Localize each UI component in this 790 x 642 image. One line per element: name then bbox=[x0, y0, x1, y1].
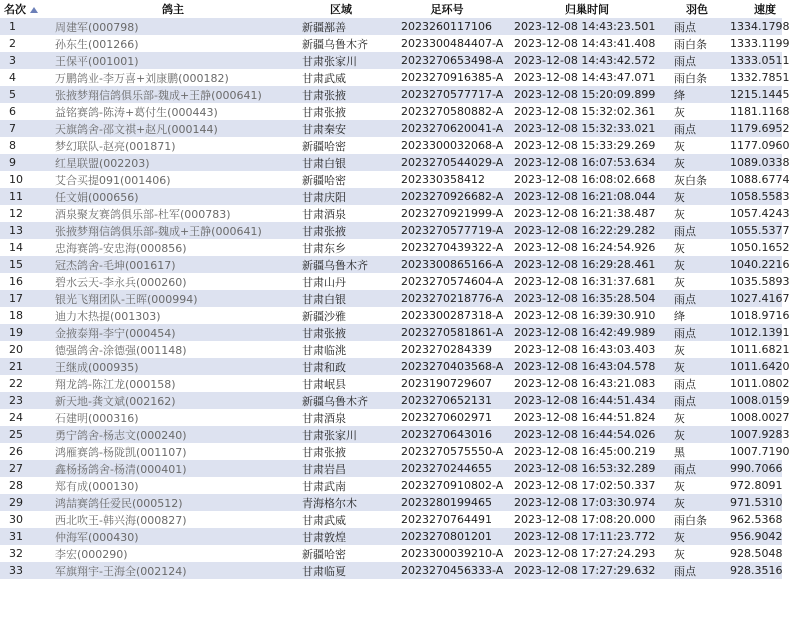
speed-cell: 1008.0027 bbox=[730, 411, 790, 424]
speed-cell: 1333.0511 bbox=[730, 54, 790, 67]
region-cell: 甘肃岩昌 bbox=[302, 462, 346, 476]
owner-cell: 银光飞翔团队-王晖(000994) bbox=[55, 292, 198, 306]
ring-number-cell: 2023270456333-A bbox=[401, 564, 504, 577]
rank-cell: 8 bbox=[9, 139, 16, 152]
table-row[interactable] bbox=[0, 528, 782, 545]
rank-cell: 17 bbox=[9, 292, 23, 305]
speed-cell: 1334.1798 bbox=[730, 20, 790, 33]
owner-cell: 新天地-龚文斌(002162) bbox=[55, 394, 176, 408]
table-row[interactable] bbox=[0, 375, 782, 392]
ring-number-cell: 2023270403568-A bbox=[401, 360, 504, 373]
region-cell: 甘肃张掖 bbox=[302, 445, 346, 459]
owner-cell: 艾合买提091(001406) bbox=[55, 173, 171, 187]
owner-cell: 酒泉聚友赛鸽俱乐部-杜军(000783) bbox=[55, 207, 231, 221]
feather-color-cell: 灰 bbox=[674, 207, 685, 221]
feather-color-cell: 灰 bbox=[674, 275, 685, 289]
table-row[interactable] bbox=[0, 324, 782, 341]
table-row[interactable] bbox=[0, 562, 782, 579]
table-row[interactable] bbox=[0, 103, 782, 120]
feather-color-cell: 雨白条 bbox=[674, 513, 707, 527]
return-time-cell: 2023-12-08 15:20:09.899 bbox=[514, 88, 656, 101]
region-cell: 甘肃武威 bbox=[302, 513, 346, 527]
ring-number-cell: 2023300039210-A bbox=[401, 547, 504, 560]
ring-number-cell: 2023270575550-A bbox=[401, 445, 504, 458]
table-row[interactable] bbox=[0, 426, 782, 443]
owner-cell: 忠海赛鸽-安忠海(000856) bbox=[55, 241, 187, 255]
rank-cell: 27 bbox=[9, 462, 23, 475]
region-cell: 甘肃武南 bbox=[302, 479, 346, 493]
region-cell: 甘肃和政 bbox=[302, 360, 346, 374]
return-time-cell: 2023-12-08 16:22:29.282 bbox=[514, 224, 656, 237]
owner-cell: 勇宁鸽舍-杨志文(000240) bbox=[55, 428, 187, 442]
table-row[interactable] bbox=[0, 290, 782, 307]
feather-color-cell: 灰 bbox=[674, 241, 685, 255]
table-row[interactable] bbox=[0, 120, 782, 137]
return-time-cell: 2023-12-08 16:24:54.926 bbox=[514, 241, 656, 254]
rank-cell: 32 bbox=[9, 547, 23, 560]
table-row[interactable] bbox=[0, 341, 782, 358]
sort-ascending-icon[interactable] bbox=[30, 7, 38, 13]
rank-cell: 7 bbox=[9, 122, 16, 135]
rank-cell: 11 bbox=[9, 190, 23, 203]
return-time-cell: 2023-12-08 15:33:29.269 bbox=[514, 139, 656, 152]
feather-color-cell: 雨点 bbox=[674, 326, 696, 340]
ring-number-cell: 2023260117106 bbox=[401, 20, 492, 33]
region-cell: 新疆乌鲁木齐 bbox=[302, 37, 368, 51]
region-cell: 甘肃张家川 bbox=[302, 54, 357, 68]
table-row[interactable] bbox=[0, 86, 782, 103]
table-row[interactable] bbox=[0, 511, 782, 528]
table-row[interactable] bbox=[0, 222, 782, 239]
ring-number-cell: 2023270652131 bbox=[401, 394, 492, 407]
feather-color-cell: 灰 bbox=[674, 530, 685, 544]
owner-cell: 王继成(000935) bbox=[55, 360, 139, 374]
owner-cell: 西北吹王-韩兴海(000827) bbox=[55, 513, 187, 527]
feather-color-cell: 灰 bbox=[674, 258, 685, 272]
feather-color-cell: 灰白条 bbox=[674, 173, 707, 187]
table-row[interactable] bbox=[0, 358, 782, 375]
table-row[interactable] bbox=[0, 171, 782, 188]
rank-cell: 28 bbox=[9, 479, 23, 492]
rank-column-header[interactable] bbox=[0, 0, 50, 18]
feather-color-cell: 雨点 bbox=[674, 564, 696, 578]
rank-cell: 5 bbox=[9, 88, 16, 101]
speed-cell: 1011.0802 bbox=[730, 377, 790, 390]
feather-color-cell: 雨点 bbox=[674, 224, 696, 238]
speed-cell: 1040.2216 bbox=[730, 258, 790, 271]
rank-cell: 20 bbox=[9, 343, 23, 356]
owner-cell: 益铭赛鸽-陈涛+葛付生(000443) bbox=[55, 105, 218, 119]
feather-color-cell: 雨点 bbox=[674, 377, 696, 391]
feather-color-cell: 雨白条 bbox=[674, 37, 707, 51]
feather-color-cell: 绛 bbox=[674, 309, 685, 323]
rank-cell: 12 bbox=[9, 207, 23, 220]
speed-cell: 1035.5893 bbox=[730, 275, 790, 288]
speed-cell: 1011.6821 bbox=[730, 343, 790, 356]
region-cell: 甘肃张掖 bbox=[302, 326, 346, 340]
speed-cell: 990.7066 bbox=[730, 462, 783, 475]
owner-cell: 金掖泰翔-李宁(000454) bbox=[55, 326, 176, 340]
return-time-cell: 2023-12-08 15:32:33.021 bbox=[514, 122, 656, 135]
speed-cell: 956.9042 bbox=[730, 530, 783, 543]
rank-cell: 22 bbox=[9, 377, 23, 390]
region-cell: 新疆哈密 bbox=[302, 139, 346, 153]
ring-number-cell: 2023270620041-A bbox=[401, 122, 504, 135]
return-time-cell: 2023-12-08 17:11:23.772 bbox=[514, 530, 656, 543]
ring-number-cell: 2023270643016 bbox=[401, 428, 492, 441]
ring-number-cell: 2023270574604-A bbox=[401, 275, 504, 288]
return-time-cell: 2023-12-08 14:43:23.501 bbox=[514, 20, 656, 33]
ring-number-cell: 2023280199465 bbox=[401, 496, 492, 509]
return-time-cell: 2023-12-08 17:08:20.000 bbox=[514, 513, 656, 526]
speed-cell: 972.8091 bbox=[730, 479, 783, 492]
region-cell: 甘肃武威 bbox=[302, 71, 346, 85]
return-time-cell: 2023-12-08 16:39:30.910 bbox=[514, 309, 656, 322]
ring-number-cell: 2023270244655 bbox=[401, 462, 492, 475]
feather-color-cell: 雨点 bbox=[674, 292, 696, 306]
rank-cell: 14 bbox=[9, 241, 23, 254]
speed-cell: 1177.0960 bbox=[730, 139, 790, 152]
return-time-cell: 2023-12-08 14:43:41.408 bbox=[514, 37, 656, 50]
region-cell: 甘肃庆阳 bbox=[302, 190, 346, 204]
return-time-cell: 2023-12-08 16:43:21.083 bbox=[514, 377, 656, 390]
rank-cell: 16 bbox=[9, 275, 23, 288]
speed-cell: 1050.1652 bbox=[730, 241, 790, 254]
speed-cell: 1027.4167 bbox=[730, 292, 790, 305]
feather-color-cell: 灰 bbox=[674, 343, 685, 357]
speed-cell: 1058.5583 bbox=[730, 190, 790, 203]
feather-color-cell: 雨点 bbox=[674, 20, 696, 34]
return-time-cell: 2023-12-08 16:43:03.403 bbox=[514, 343, 656, 356]
owner-cell: 万鹏鸽业-李万喜+刘康鹏(000182) bbox=[55, 71, 229, 85]
ring-number-cell: 2023270439322-A bbox=[401, 241, 504, 254]
return-time-cell: 2023-12-08 16:29:28.461 bbox=[514, 258, 656, 271]
owner-cell: 德强鸽舍-涂德强(001148) bbox=[55, 343, 187, 357]
owner-cell: 鸿喆赛鸽任爱民(000512) bbox=[55, 496, 183, 510]
owner-cell: 梦幻联队-赵亮(001871) bbox=[55, 139, 176, 153]
ring-number-cell: 2023270218776-A bbox=[401, 292, 504, 305]
rank-cell: 18 bbox=[9, 309, 23, 322]
rank-cell: 23 bbox=[9, 394, 23, 407]
rank-cell: 19 bbox=[9, 326, 23, 339]
owner-cell: 鸿雁赛鸽-杨陇凯(001107) bbox=[55, 445, 187, 459]
region-cell: 新疆沙雅 bbox=[302, 309, 346, 323]
owner-cell: 李宏(000290) bbox=[55, 547, 128, 561]
speed-cell: 971.5310 bbox=[730, 496, 783, 509]
rank-cell: 1 bbox=[9, 20, 16, 33]
speed-cell: 1007.9283 bbox=[730, 428, 790, 441]
table-row[interactable] bbox=[0, 52, 782, 69]
owner-cell: 郑有成(000130) bbox=[55, 479, 139, 493]
rank-cell: 30 bbox=[9, 513, 23, 526]
feather-color-cell: 灰 bbox=[674, 156, 685, 170]
return-time-cell: 2023-12-08 17:27:24.293 bbox=[514, 547, 656, 560]
return-time-cell: 2023-12-08 15:32:02.361 bbox=[514, 105, 656, 118]
owner-cell: 军旗翔宇-王海全(002124) bbox=[55, 564, 187, 578]
ring-number-cell: 202330358412 bbox=[401, 173, 485, 186]
region-cell: 甘肃张家川 bbox=[302, 428, 357, 442]
region-cell: 甘肃敦煌 bbox=[302, 530, 346, 544]
feather-color-cell: 灰 bbox=[674, 190, 685, 204]
region-cell: 甘肃岷县 bbox=[302, 377, 346, 391]
table-row[interactable] bbox=[0, 545, 782, 562]
table-row[interactable] bbox=[0, 256, 782, 273]
rank-cell: 25 bbox=[9, 428, 23, 441]
speed-cell: 1018.9716 bbox=[730, 309, 790, 322]
speed-cell: 962.5368 bbox=[730, 513, 783, 526]
rank-cell: 2 bbox=[9, 37, 16, 50]
return-time-cell: 2023-12-08 17:27:29.632 bbox=[514, 564, 656, 577]
speed-cell: 928.5048 bbox=[730, 547, 783, 560]
ring-number-cell: 2023270764491 bbox=[401, 513, 492, 526]
ring-number-cell: 2023300865166-A bbox=[401, 258, 504, 271]
speed-column-header[interactable]: 速度 bbox=[728, 0, 782, 18]
region-cell: 甘肃酒泉 bbox=[302, 411, 346, 425]
ring-number-cell: 2023270284339 bbox=[401, 343, 492, 356]
ring-number-cell: 2023270577719-A bbox=[401, 224, 504, 237]
return-time-cell: 2023-12-08 16:31:37.681 bbox=[514, 275, 656, 288]
feather-color-cell: 灰 bbox=[674, 428, 685, 442]
table-header bbox=[0, 0, 782, 18]
table-row[interactable] bbox=[0, 137, 782, 154]
color-column-header[interactable]: 羽色 bbox=[666, 0, 728, 18]
owner-cell: 孙东生(001266) bbox=[55, 37, 139, 51]
ring-number-cell: 2023300032068-A bbox=[401, 139, 504, 152]
feather-color-cell: 雨点 bbox=[674, 462, 696, 476]
table-row[interactable] bbox=[0, 239, 782, 256]
region-cell: 甘肃张掖 bbox=[302, 105, 346, 119]
owner-cell: 王保平(001001) bbox=[55, 54, 139, 68]
table-row[interactable] bbox=[0, 460, 782, 477]
table-row[interactable] bbox=[0, 205, 782, 222]
speed-cell: 1008.0159 bbox=[730, 394, 790, 407]
feather-color-cell: 雨点 bbox=[674, 54, 696, 68]
rank-cell: 33 bbox=[9, 564, 23, 577]
table-row[interactable] bbox=[0, 273, 782, 290]
ring-number-cell: 2023270581861-A bbox=[401, 326, 504, 339]
speed-cell: 1011.6420 bbox=[730, 360, 790, 373]
speed-cell: 1215.1445 bbox=[730, 88, 790, 101]
table-row[interactable] bbox=[0, 307, 782, 324]
feather-color-cell: 灰 bbox=[674, 496, 685, 510]
region-cell: 甘肃张掖 bbox=[302, 88, 346, 102]
region-cell: 新疆哈密 bbox=[302, 547, 346, 561]
rank-cell: 31 bbox=[9, 530, 23, 543]
table-row[interactable] bbox=[0, 69, 782, 86]
feather-color-cell: 灰 bbox=[674, 547, 685, 561]
feather-color-cell: 雨白条 bbox=[674, 71, 707, 85]
owner-column-header[interactable]: 鸽主 bbox=[50, 0, 296, 18]
ring-column-header[interactable]: 足环号 bbox=[386, 0, 508, 18]
return-time-cell: 2023-12-08 16:08:02.668 bbox=[514, 173, 656, 186]
rank-cell: 29 bbox=[9, 496, 23, 509]
table-row[interactable] bbox=[0, 18, 782, 35]
speed-cell: 1179.6952 bbox=[730, 122, 790, 135]
ring-number-cell: 2023270653498-A bbox=[401, 54, 504, 67]
ring-number-cell: 2023270926682-A bbox=[401, 190, 504, 203]
feather-color-cell: 黑 bbox=[674, 445, 685, 459]
return-time-cell: 2023-12-08 16:43:04.578 bbox=[514, 360, 656, 373]
rank-cell: 4 bbox=[9, 71, 16, 84]
return-time-cell: 2023-12-08 16:07:53.634 bbox=[514, 156, 656, 169]
speed-cell: 1332.7851 bbox=[730, 71, 790, 84]
speed-cell: 1089.0338 bbox=[730, 156, 790, 169]
feather-color-cell: 灰 bbox=[674, 479, 685, 493]
region-cell: 甘肃酒泉 bbox=[302, 207, 346, 221]
region-cell: 甘肃白银 bbox=[302, 156, 346, 170]
rank-cell: 26 bbox=[9, 445, 23, 458]
owner-cell: 仲海军(000430) bbox=[55, 530, 139, 544]
region-cell: 甘肃白银 bbox=[302, 292, 346, 306]
return-time-cell: 2023-12-08 14:43:42.572 bbox=[514, 54, 656, 67]
speed-cell: 1088.6774 bbox=[730, 173, 790, 186]
ring-number-cell: 2023270921999-A bbox=[401, 207, 504, 220]
return-time-cell: 2023-12-08 16:42:49.989 bbox=[514, 326, 656, 339]
rank-cell: 3 bbox=[9, 54, 16, 67]
owner-cell: 红星联盟(002203) bbox=[55, 156, 150, 170]
table-body bbox=[0, 18, 790, 579]
owner-cell: 天旗鸽舍-邵文祺+赵凡(000144) bbox=[55, 122, 218, 136]
owner-cell: 张掖梦翔信鸽俱乐部-魏成+王静(000641) bbox=[55, 224, 262, 238]
speed-cell: 1181.1168 bbox=[730, 105, 790, 118]
speed-cell: 1057.4243 bbox=[730, 207, 790, 220]
return-time-cell: 2023-12-08 16:21:08.044 bbox=[514, 190, 656, 203]
return-time-cell: 2023-12-08 16:35:28.504 bbox=[514, 292, 656, 305]
ring-number-cell: 2023270910802-A bbox=[401, 479, 504, 492]
speed-cell: 1055.5377 bbox=[730, 224, 790, 237]
ring-number-cell: 2023300287318-A bbox=[401, 309, 504, 322]
region-cell: 甘肃临洮 bbox=[302, 343, 346, 357]
feather-color-cell: 雨点 bbox=[674, 122, 696, 136]
feather-color-cell: 灰 bbox=[674, 105, 685, 119]
return-time-cell: 2023-12-08 17:02:50.337 bbox=[514, 479, 656, 492]
ring-number-cell: 2023270801201 bbox=[401, 530, 492, 543]
ring-number-cell: 2023300484407-A bbox=[401, 37, 504, 50]
return-time-cell: 2023-12-08 14:43:47.071 bbox=[514, 71, 656, 84]
ring-number-cell: 2023270577717-A bbox=[401, 88, 504, 101]
owner-cell: 任文娟(000656) bbox=[55, 190, 139, 204]
time-column-header[interactable]: 归巢时间 bbox=[508, 0, 666, 18]
region-cell: 新疆乌鲁木齐 bbox=[302, 258, 368, 272]
ring-number-cell: 2023270580882-A bbox=[401, 105, 504, 118]
speed-cell: 1012.1391 bbox=[730, 326, 790, 339]
region-cell: 新疆哈密 bbox=[302, 173, 346, 187]
table-row[interactable] bbox=[0, 477, 782, 494]
feather-color-cell: 灰 bbox=[674, 411, 685, 425]
owner-cell: 石建明(000316) bbox=[55, 411, 139, 425]
owner-cell: 冠杰鸽舍-毛坤(001617) bbox=[55, 258, 176, 272]
return-time-cell: 2023-12-08 16:45:00.219 bbox=[514, 445, 656, 458]
owner-cell: 张掖梦翔信鸽俱乐部-魏成+王静(000641) bbox=[55, 88, 262, 102]
return-time-cell: 2023-12-08 16:53:32.289 bbox=[514, 462, 656, 475]
table-row[interactable] bbox=[0, 154, 782, 171]
region-cell: 青海格尔木 bbox=[302, 496, 357, 510]
table-row[interactable] bbox=[0, 443, 782, 460]
speed-cell: 1007.7190 bbox=[730, 445, 790, 458]
return-time-cell: 2023-12-08 16:44:51.434 bbox=[514, 394, 656, 407]
table-row[interactable] bbox=[0, 409, 782, 426]
table-row[interactable] bbox=[0, 392, 782, 409]
region-cell: 甘肃张掖 bbox=[302, 224, 346, 238]
rank-cell: 6 bbox=[9, 105, 16, 118]
region-cell: 甘肃山丹 bbox=[302, 275, 346, 289]
owner-cell: 鑫杨扬鸽舍-杨清(000401) bbox=[55, 462, 187, 476]
rank-header-label: 名次 bbox=[4, 3, 26, 16]
return-time-cell: 2023-12-08 16:21:38.487 bbox=[514, 207, 656, 220]
region-cell: 新疆鄯善 bbox=[302, 20, 346, 34]
owner-cell: 碧水云天-李永兵(000260) bbox=[55, 275, 187, 289]
table-row[interactable] bbox=[0, 35, 782, 52]
return-time-cell: 2023-12-08 17:03:30.974 bbox=[514, 496, 656, 509]
owner-cell: 翔龙鸽-陈江龙(000158) bbox=[55, 377, 176, 391]
rank-cell: 13 bbox=[9, 224, 23, 237]
return-time-cell: 2023-12-08 16:44:51.824 bbox=[514, 411, 656, 424]
ring-number-cell: 2023270602971 bbox=[401, 411, 492, 424]
feather-color-cell: 雨点 bbox=[674, 394, 696, 408]
rank-cell: 15 bbox=[9, 258, 23, 271]
rank-cell: 9 bbox=[9, 156, 16, 169]
feather-color-cell: 绛 bbox=[674, 88, 685, 102]
speed-cell: 928.3516 bbox=[730, 564, 783, 577]
region-cell: 甘肃东乡 bbox=[302, 241, 346, 255]
feather-color-cell: 灰 bbox=[674, 360, 685, 374]
rank-cell: 10 bbox=[9, 173, 23, 186]
speed-cell: 1333.1199 bbox=[730, 37, 790, 50]
owner-cell: 迪力木热提(001303) bbox=[55, 309, 161, 323]
ring-number-cell: 2023270916385-A bbox=[401, 71, 504, 84]
region-cell: 甘肃秦安 bbox=[302, 122, 346, 136]
region-cell: 新疆乌鲁木齐 bbox=[302, 394, 368, 408]
region-column-header[interactable]: 区域 bbox=[296, 0, 386, 18]
table-row[interactable] bbox=[0, 494, 782, 511]
ring-number-cell: 2023270544029-A bbox=[401, 156, 504, 169]
table-row[interactable] bbox=[0, 188, 782, 205]
rank-cell: 24 bbox=[9, 411, 23, 424]
rank-cell: 21 bbox=[9, 360, 23, 373]
region-cell: 甘肃临夏 bbox=[302, 564, 346, 578]
feather-color-cell: 灰 bbox=[674, 139, 685, 153]
ring-number-cell: 2023190729607 bbox=[401, 377, 492, 390]
owner-cell: 周建军(000798) bbox=[55, 20, 139, 34]
return-time-cell: 2023-12-08 16:44:54.026 bbox=[514, 428, 656, 441]
